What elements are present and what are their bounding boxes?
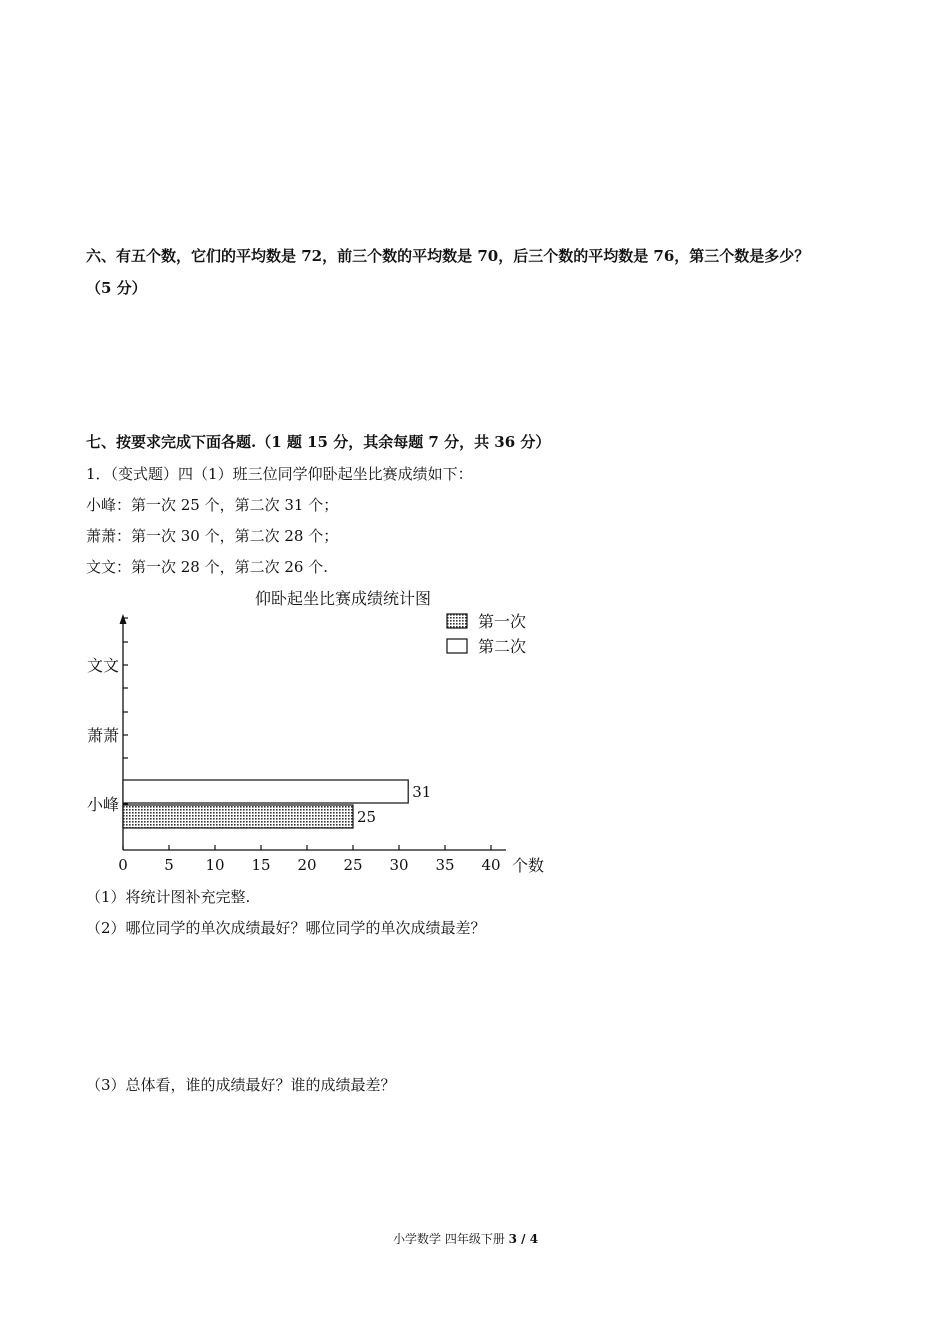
bar-second — [123, 780, 408, 803]
footer-text: 小学数学 四年级下册 — [393, 1232, 509, 1246]
page-footer — [393, 1230, 538, 1247]
legend-swatch-first — [447, 614, 467, 628]
x-tick-label: 20 — [297, 856, 317, 874]
x-tick-label: 25 — [343, 856, 363, 874]
legend-swatch-second — [447, 639, 467, 653]
data-line-xiaofeng: 小峰：第一次 25 个，第二次 31 个； — [86, 496, 339, 514]
sub-question-2: （2）哪位同学的单次成绩最好？哪位同学的单次成绩最差？ — [86, 919, 486, 937]
category-label: 文文 — [86, 656, 119, 675]
legend-label-second: 第二次 — [478, 637, 527, 656]
sub-question-1: （1）将统计图补充完整. — [86, 888, 251, 906]
x-tick-label: 10 — [205, 856, 225, 874]
bar-first — [123, 805, 353, 828]
category-label: 小峰 — [86, 795, 119, 814]
data-line-xiaoxiao: 萧萧：第一次 30 个，第二次 28 个； — [86, 527, 339, 545]
sub-question-3: （3）总体看，谁的成绩最好？谁的成绩最差？ — [86, 1076, 396, 1094]
data-line-wenwen: 文文：第一次 28 个，第二次 26 个. — [86, 558, 329, 576]
category-label: 萧萧 — [86, 726, 119, 745]
chart-title: 仰卧起坐比赛成绩统计图 — [254, 589, 432, 608]
bar-value-label: 31 — [412, 783, 432, 801]
x-tick-label: 35 — [435, 856, 455, 874]
section-7-title: 七、按要求完成下面各题.（1 题 15 分，其余每题 7 分，共 36 分） — [86, 433, 551, 451]
x-tick-label: 0 — [118, 856, 128, 874]
page-number: 3 / 4 — [508, 1232, 539, 1246]
x-tick-label: 5 — [164, 856, 174, 874]
bar-value-label: 25 — [357, 808, 377, 826]
legend-label-first: 第一次 — [478, 612, 527, 631]
question-1-intro: 1．（变式题）四（1）班三位同学仰卧起坐比赛成绩如下： — [86, 465, 473, 483]
x-tick-label: 40 — [481, 856, 501, 874]
x-axis-label: 个数 — [512, 856, 545, 875]
x-tick-label: 30 — [389, 856, 409, 874]
question-6-score: （5 分） — [86, 279, 147, 297]
y-axis-arrow-icon — [120, 614, 127, 624]
bar-chart — [78, 578, 578, 878]
x-tick-label: 15 — [251, 856, 271, 874]
question-6-text: 六、有五个数，它们的平均数是 72，前三个数的平均数是 70，后三个数的平均数是 76，第三个数是多少？ — [86, 247, 810, 265]
